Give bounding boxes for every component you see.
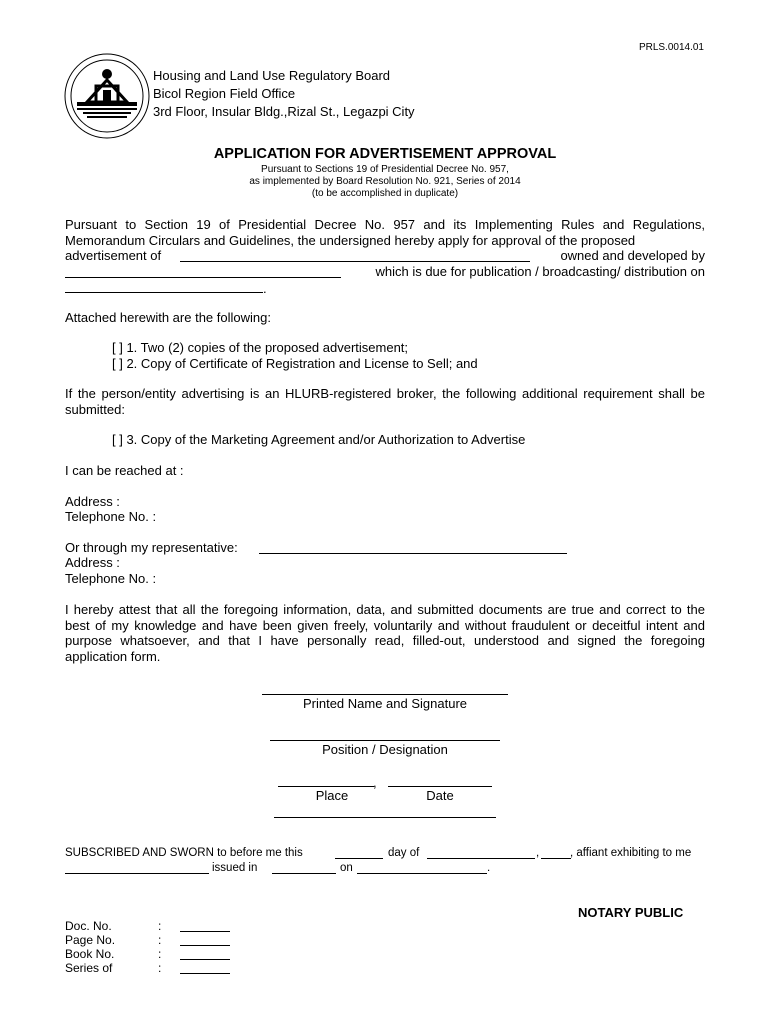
representative-label: Or through my representative: — [65, 540, 238, 555]
rep-address-label: Address : — [65, 555, 120, 570]
broker-note: If the person/entity advertising is an HLURB-registered broker, the following additional requirement shall be submitted: — [65, 386, 705, 417]
sworn-year-field[interactable] — [541, 858, 571, 859]
advertisement-of-field[interactable] — [180, 261, 530, 262]
issued-in-label: issued in — [212, 862, 258, 874]
attestation-paragraph: I hereby attest that all the foregoing information, data, and submitted documents are true and correct to the best of my knowledge and have been given freely, voluntarily and without fraudulent or deceitful intent and purpose whatsoever, and that I have personally read, filled-out, understood and signed the foregoing application form. — [65, 602, 705, 664]
publication-label: which is due for publication / broadcasting/ distribution on — [375, 264, 705, 279]
issued-on-field[interactable] — [357, 873, 487, 874]
doc-no-colon: : — [158, 919, 162, 933]
form-code: PRLS.0014.01 — [638, 42, 704, 53]
office-address: 3rd Floor, Insular Bldg.,Rizal St., Legazpi City — [153, 104, 415, 119]
office-name: Housing and Land Use Regulatory Board — [153, 68, 391, 83]
page-no-colon: : — [158, 933, 162, 947]
position-label: Position / Designation — [322, 742, 448, 757]
issued-in-field[interactable] — [272, 873, 336, 874]
telephone-label: Telephone No. : — [65, 509, 157, 524]
attached-heading: Attached herewith are the following: — [65, 310, 271, 325]
place-line[interactable] — [278, 786, 374, 787]
owned-by-label: owned and developed by — [560, 248, 705, 263]
representative-field[interactable] — [259, 553, 567, 554]
sworn-comma: , — [536, 847, 540, 859]
hlurb-seal-logo — [63, 52, 151, 140]
book-no-field[interactable] — [180, 959, 230, 960]
witness-line[interactable] — [274, 817, 496, 818]
date-line[interactable] — [388, 786, 492, 787]
date-label: Date — [426, 788, 454, 803]
series-of-field[interactable] — [180, 973, 230, 974]
affiant-text: , affiant exhibiting to me — [570, 847, 692, 859]
sworn-month-field[interactable] — [427, 858, 535, 859]
doc-no-field[interactable] — [180, 931, 230, 932]
notary-public-label: NOTARY PUBLIC — [578, 905, 684, 920]
office-region: Bicol Region Field Office — [153, 86, 296, 101]
rep-telephone-label: Telephone No. : — [65, 571, 157, 586]
requirement-3[interactable]: [ ] 3. Copy of the Marketing Agreement and/or Authorization to Advertise — [112, 432, 526, 447]
requirement-2[interactable]: [ ] 2. Copy of Certificate of Registration and License to Sell; and — [112, 356, 478, 371]
reached-at-label: I can be reached at : — [65, 463, 184, 478]
book-no-colon: : — [158, 947, 162, 961]
subtitle-line-3: (to be accomplished in duplicate) — [311, 188, 459, 199]
place-date-comma: , — [373, 775, 377, 790]
book-no-label: Book No. — [65, 947, 115, 961]
sworn-day-field[interactable] — [335, 858, 383, 859]
owner-developer-field[interactable] — [65, 277, 341, 278]
sworn-text: SUBSCRIBED AND SWORN to before me this — [65, 847, 303, 859]
day-of-label: day of — [388, 847, 420, 859]
address-label: Address : — [65, 494, 120, 509]
subtitle-line-2: as implemented by Board Resolution No. 921, Series of 2014 — [249, 176, 521, 187]
page-no-field[interactable] — [180, 945, 230, 946]
doc-no-label: Doc. No. — [65, 919, 112, 933]
id-field[interactable] — [65, 873, 209, 874]
series-of-colon: : — [158, 961, 162, 975]
subtitle-line-1: Pursuant to Sections 19 of Presidential Decree No. 957, — [261, 164, 509, 175]
position-line[interactable] — [270, 740, 500, 741]
requirement-1[interactable]: [ ] 1. Two (2) copies of the proposed advertisement; — [112, 340, 409, 355]
page-no-label: Page No. — [65, 933, 116, 947]
period-mark: . — [263, 281, 267, 296]
on-label: on — [340, 862, 353, 874]
series-of-label: Series of — [65, 961, 113, 975]
form-title: APPLICATION FOR ADVERTISEMENT APPROVAL — [213, 146, 557, 162]
sworn-period: . — [487, 862, 491, 874]
advertisement-of-label: advertisement of — [65, 248, 162, 263]
place-label: Place — [315, 788, 349, 803]
printed-name-label: Printed Name and Signature — [302, 696, 468, 711]
intro-paragraph: Pursuant to Section 19 of Presidential Decree No. 957 and its Implementing Rules and Regulations, Memorandum Circulars and Guidelines, the undersigned hereby apply for approval of the proposed — [65, 217, 705, 248]
printed-name-signature-line[interactable] — [262, 694, 508, 695]
publication-date-field[interactable] — [65, 292, 263, 293]
